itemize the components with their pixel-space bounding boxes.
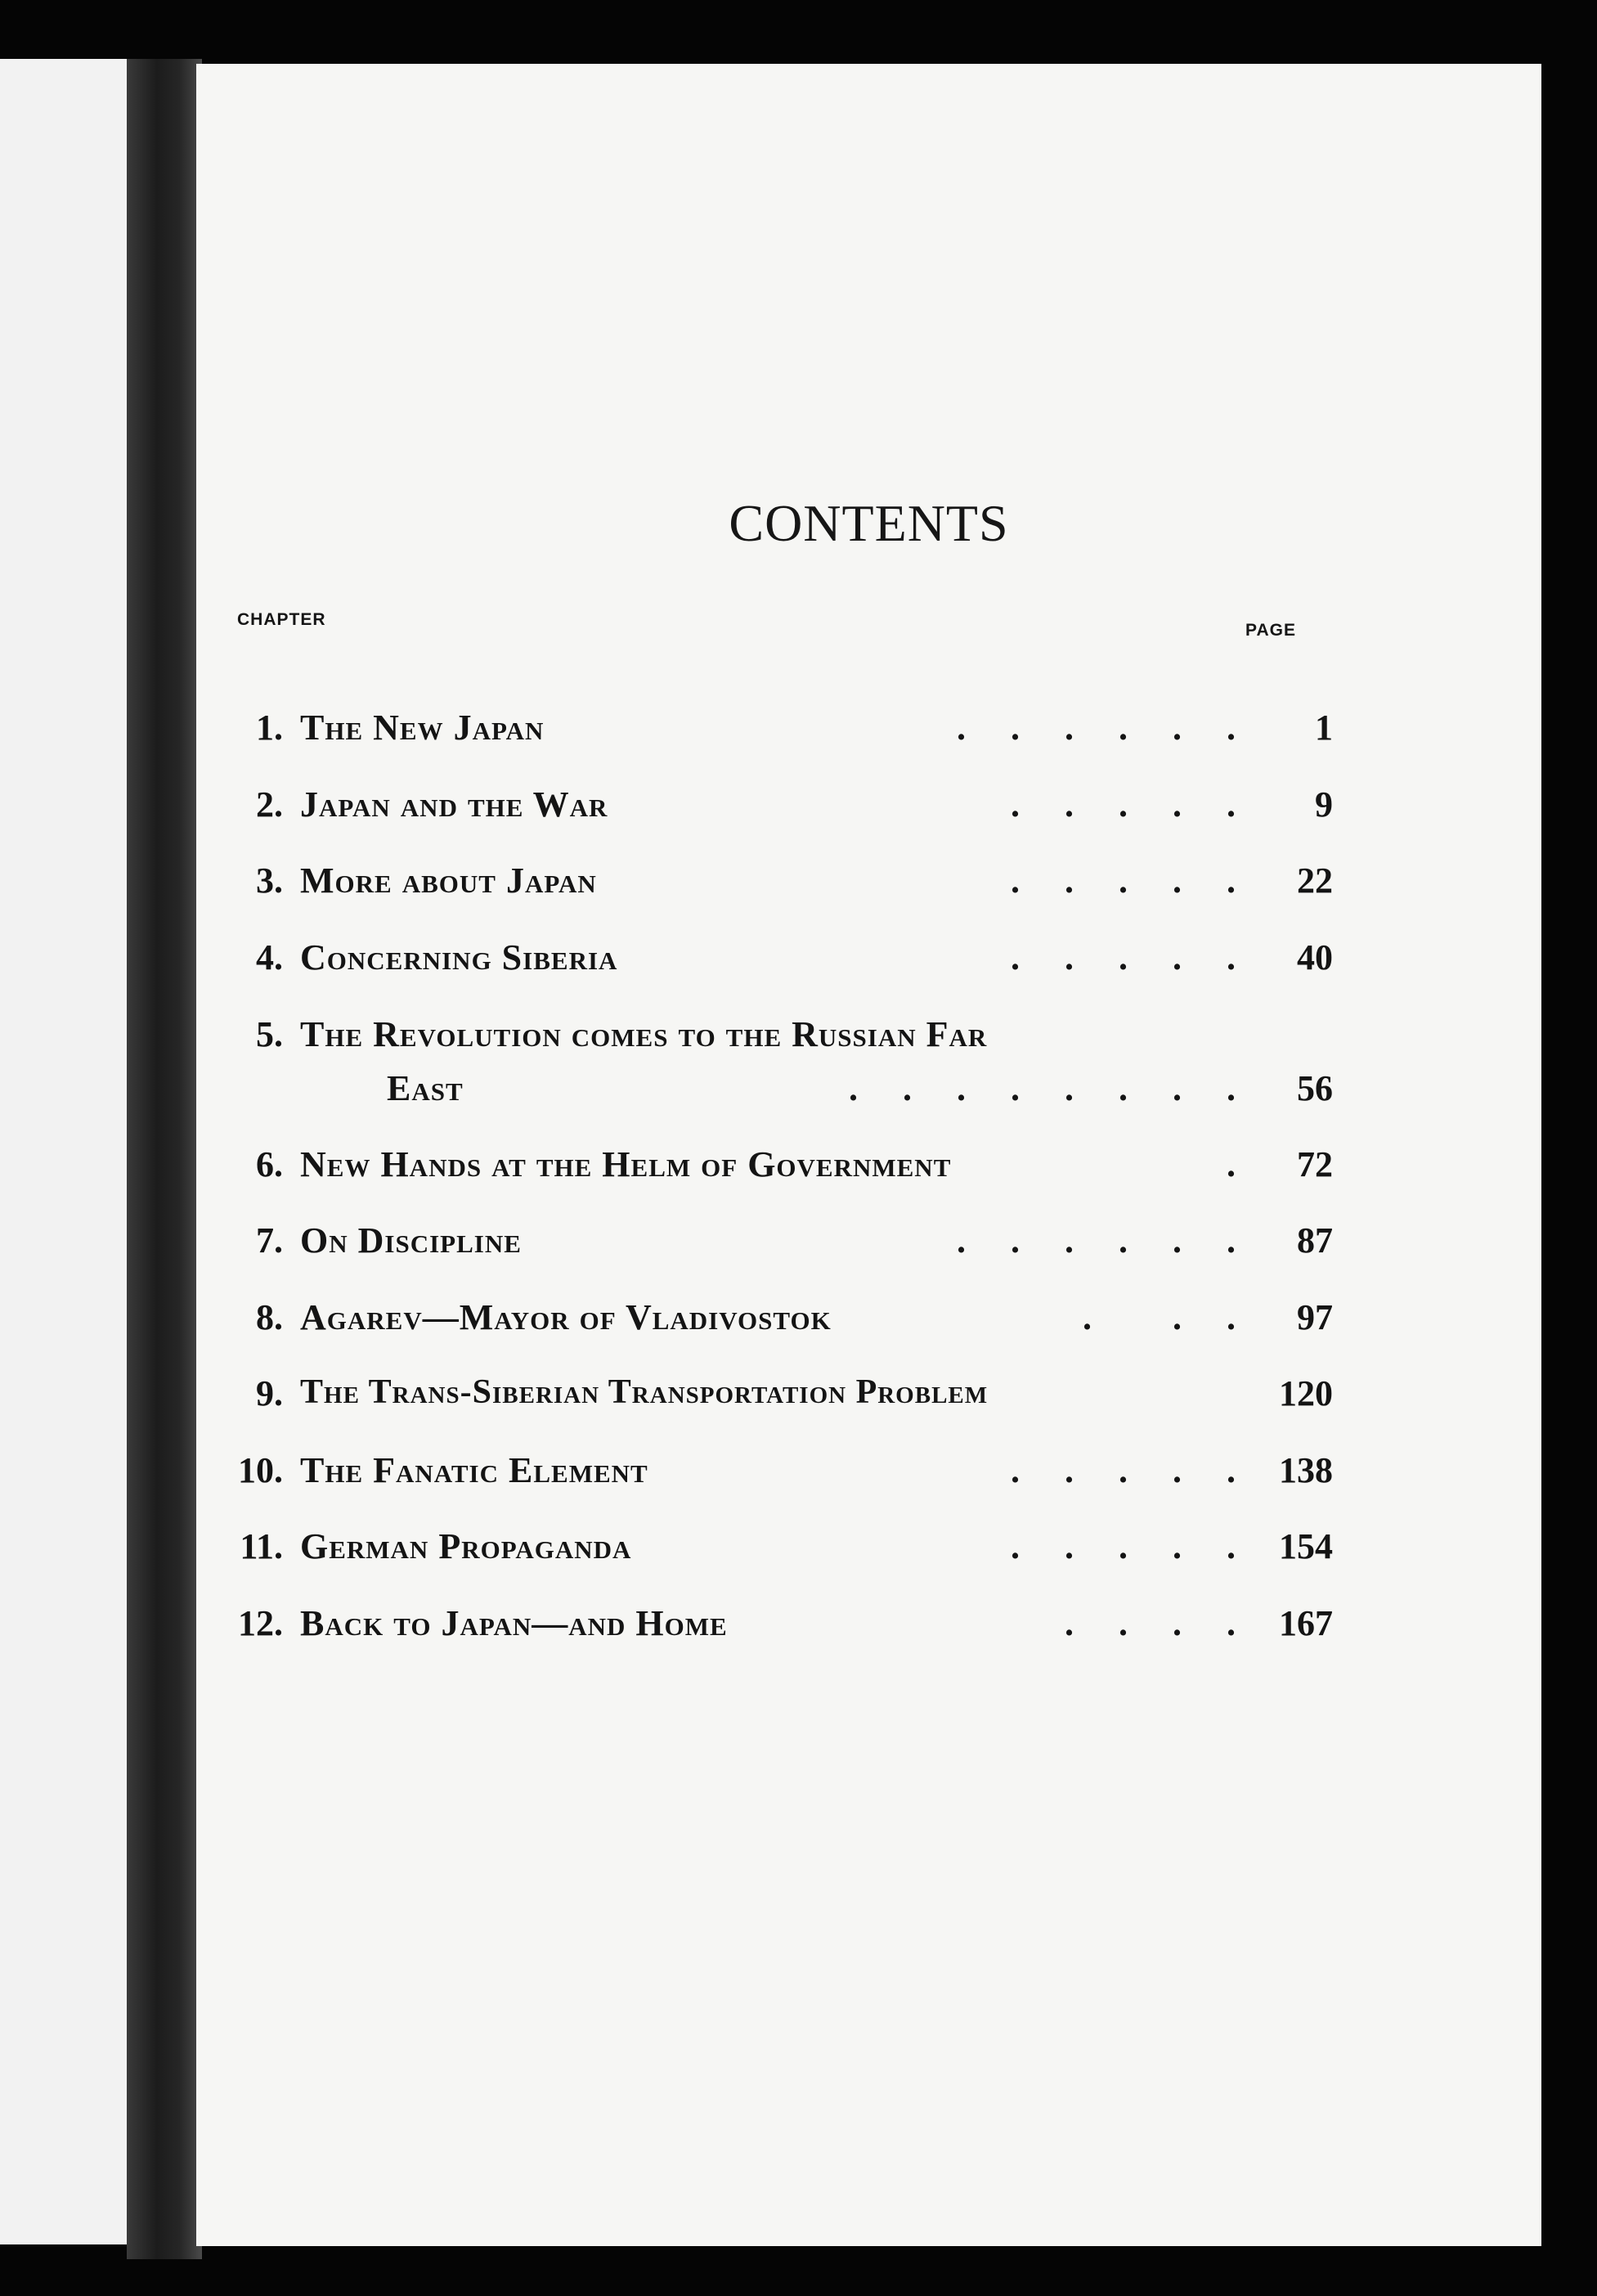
chapter-title: Concerning Siberia (300, 937, 618, 977)
chapter-number: 11. (240, 1526, 283, 1566)
chapter-number: 5. (256, 1014, 283, 1054)
chapter-title: The Fanatic Element (300, 1450, 648, 1490)
table-of-contents (196, 64, 1541, 2246)
page-number: 56 (1297, 1068, 1333, 1108)
leader-dots: . . . . . (1011, 1526, 1236, 1566)
chapter-title: German Propaganda (300, 1526, 632, 1566)
page-number: 138 (1279, 1450, 1333, 1490)
leader-dots: . (1227, 1144, 1236, 1184)
chapter-number: 1. (256, 708, 283, 748)
chapter-number: 9. (256, 1373, 283, 1413)
chapter-title: The Trans-Siberian Transportation Problem (300, 1373, 989, 1411)
page-number: 154 (1279, 1526, 1333, 1566)
chapter-title: More about Japan (300, 860, 597, 901)
leader-dots: . . . . (1065, 1603, 1236, 1643)
leader-dots: . . . . . . . . (849, 1068, 1236, 1108)
page-number: 97 (1297, 1297, 1333, 1337)
leader-dots: . . . (1083, 1297, 1236, 1337)
page-number: 9 (1315, 784, 1333, 824)
chapter-title: The New Japan (300, 708, 545, 748)
chapter-title-continued: East (387, 1068, 464, 1108)
page-number: 40 (1297, 937, 1333, 977)
chapter-number: 4. (256, 937, 283, 977)
chapter-title: Back to Japan—and Home (300, 1603, 728, 1643)
leader-dots: . . . . . (1011, 937, 1236, 977)
chapter-number: 10. (238, 1450, 283, 1490)
leader-dots: . . . . . (1011, 860, 1236, 901)
leader-dots: . . . . . . (957, 708, 1236, 748)
chapter-number: 3. (256, 860, 283, 901)
page-number: 87 (1297, 1220, 1333, 1260)
page-number: 1 (1315, 708, 1333, 748)
chapter-title: On Discipline (300, 1220, 522, 1260)
leader-dots: . . . . . . (957, 1220, 1236, 1260)
chapter-number: 8. (256, 1297, 283, 1337)
leader-dots: . . . . . (1011, 1450, 1236, 1490)
chapter-number: 2. (256, 784, 283, 824)
contents-page (196, 64, 1541, 2246)
chapter-title: Japan and the War (300, 784, 608, 824)
page-number: 167 (1279, 1603, 1333, 1643)
page-number: 120 (1279, 1373, 1333, 1413)
page-number: 22 (1297, 860, 1333, 901)
chapter-number: 12. (238, 1603, 283, 1643)
book-gutter (127, 59, 202, 2259)
leader-dots: . . . . . (1011, 784, 1236, 824)
page-title: CONTENTS (729, 494, 1009, 552)
chapter-title: New Hands at the Helm of Government (300, 1144, 952, 1184)
chapter-number: 7. (256, 1220, 283, 1260)
chapter-title: The Revolution comes to the Russian Far (300, 1014, 988, 1054)
page-number: 72 (1297, 1144, 1333, 1184)
chapter-number: 6. (256, 1144, 283, 1184)
chapter-title: Agarev—Mayor of Vladivostok (300, 1297, 832, 1337)
page-column-header: PAGE (1245, 621, 1296, 640)
chapter-column-header: CHAPTER (237, 610, 326, 629)
